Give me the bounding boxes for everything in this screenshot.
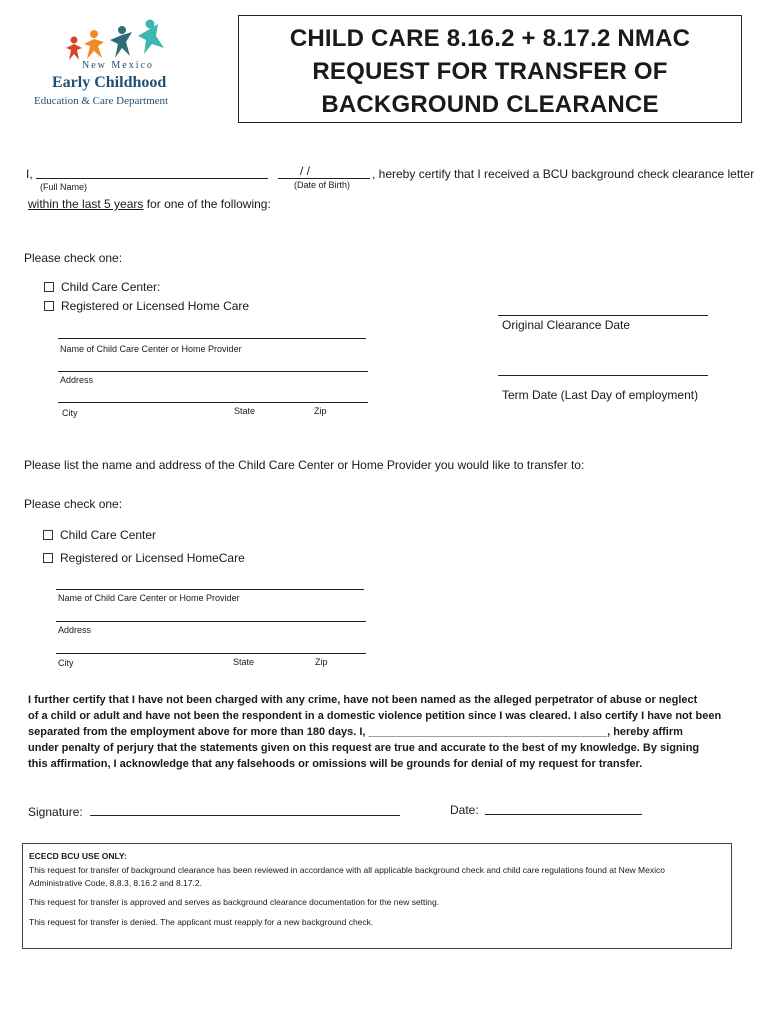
affirmation-line-3: separated from the employment above for more than 180 days. I, _______________________________________, hereby affirm <box>28 726 683 738</box>
logo-dept-text: Education & Care Department <box>34 95 169 107</box>
date-of-birth-field[interactable] <box>278 178 370 179</box>
checkbox[interactable] <box>43 530 53 540</box>
signature-label: Signature: <box>28 805 83 819</box>
option-child-care-center-2[interactable] <box>43 528 156 542</box>
zip-caption-1: Zip <box>314 406 327 416</box>
office-reviewed-line-2: Administrative Code, 8.8.3, 8.16.2 and 8.17.2. <box>29 878 202 888</box>
within-rest: for one of the following: <box>143 197 271 211</box>
within-underlined: within the last 5 years <box>28 197 144 211</box>
check-one-prompt-2: Please check one: <box>24 497 123 511</box>
provider-name-caption-2: Name of Child Care Center or Home Provider <box>58 593 240 603</box>
option-label: Registered or Licensed HomeCare <box>60 551 245 565</box>
within-line <box>28 197 271 211</box>
city-state-zip-field-1[interactable] <box>58 402 368 403</box>
logo-title-text: Early Childhood <box>52 74 167 91</box>
dob-slashes: / / <box>300 164 311 178</box>
date-field[interactable] <box>485 814 642 815</box>
option-home-care-2[interactable] <box>43 551 245 565</box>
date-label: Date: <box>450 803 479 817</box>
city-caption-2: City <box>58 658 74 668</box>
original-clearance-date-field[interactable] <box>498 315 708 316</box>
office-use-box <box>22 843 732 949</box>
state-caption-1: State <box>234 406 256 416</box>
check-one-prompt-1: Please check one: <box>24 251 123 265</box>
full-name-field[interactable] <box>36 178 268 179</box>
affirmation-line-1: I further certify that I have not been charged with any crime, have not been named as the alleged perpetrator of abuse or neglect <box>28 694 698 706</box>
original-clearance-date-caption: Original Clearance Date <box>502 318 631 332</box>
affirmation-line-4: under penalty of perjury that the statements given on this request are true and accurate to the best of my knowledge. By signing <box>28 742 700 754</box>
office-approved-line: This request for transfer is approved and serves as background clearance documentation for the new setting. <box>29 897 440 907</box>
address-caption-1: Address <box>60 375 94 385</box>
affirmation-paragraph <box>28 692 748 772</box>
address-field-1[interactable] <box>58 371 368 372</box>
checkbox[interactable] <box>44 282 54 292</box>
city-state-zip-field-2[interactable] <box>56 653 366 654</box>
address-caption-2: Address <box>58 625 92 635</box>
provider-name-caption-1: Name of Child Care Center or Home Provider <box>60 344 242 354</box>
affirmation-line-5: this affirmation, I acknowledge that any falsehoods or omissions will be grounds for denial of my request for transfer. <box>28 758 643 770</box>
title-line-3: BACKGROUND CLEARANCE <box>321 91 659 118</box>
certify-text: , hereby certify that I received a BCU background check clearance letter <box>372 167 755 181</box>
provider-name-field-1[interactable] <box>58 338 366 339</box>
logo-state-text: New Mexico <box>82 60 154 71</box>
checkbox[interactable] <box>43 553 53 563</box>
title-line-1: CHILD CARE 8.16.2 + 8.17.2 NMAC <box>289 25 691 52</box>
provider-name-field-2[interactable] <box>56 589 364 590</box>
checkbox[interactable] <box>44 301 54 311</box>
option-label: Child Care Center: <box>61 280 161 294</box>
i-label: I, <box>26 167 33 181</box>
form-title-box <box>238 15 742 123</box>
dob-caption: (Date of Birth) <box>294 180 351 190</box>
zip-caption-2: Zip <box>315 657 328 667</box>
department-logo <box>34 18 210 114</box>
option-child-care-center-1[interactable] <box>44 280 160 294</box>
transfer-list-prompt: Please list the name and address of the Child Care Center or Home Provider you would like to transfer to: <box>24 458 585 472</box>
address-field-2[interactable] <box>56 621 366 622</box>
signature-field[interactable] <box>90 815 400 816</box>
option-label: Registered or Licensed Home Care <box>61 299 250 313</box>
full-name-caption: (Full Name) <box>40 182 88 192</box>
option-home-care-1[interactable] <box>44 299 249 313</box>
office-denied-line: This request for transfer is denied. The applicant must reapply for a new background check. <box>29 917 374 927</box>
title-line-2: REQUEST FOR TRANSFER OF <box>312 58 668 85</box>
term-date-caption: Term Date (Last Day of employment) <box>502 388 699 402</box>
affirmation-line-2: of a child or adult and have not been the respondent in a domestic violence petition since I was cleared. I also certify I have not been <box>28 710 722 722</box>
city-caption-1: City <box>62 408 78 418</box>
office-use-heading: ECECD BCU USE ONLY: <box>29 851 127 861</box>
office-reviewed-line-1: This request for transfer of background clearance has been reviewed in accordance with all applicable background check and child care regulations found at New Mexico <box>29 865 665 875</box>
option-label: Child Care Center <box>60 528 157 542</box>
term-date-field[interactable] <box>498 375 708 376</box>
state-caption-2: State <box>233 657 255 667</box>
